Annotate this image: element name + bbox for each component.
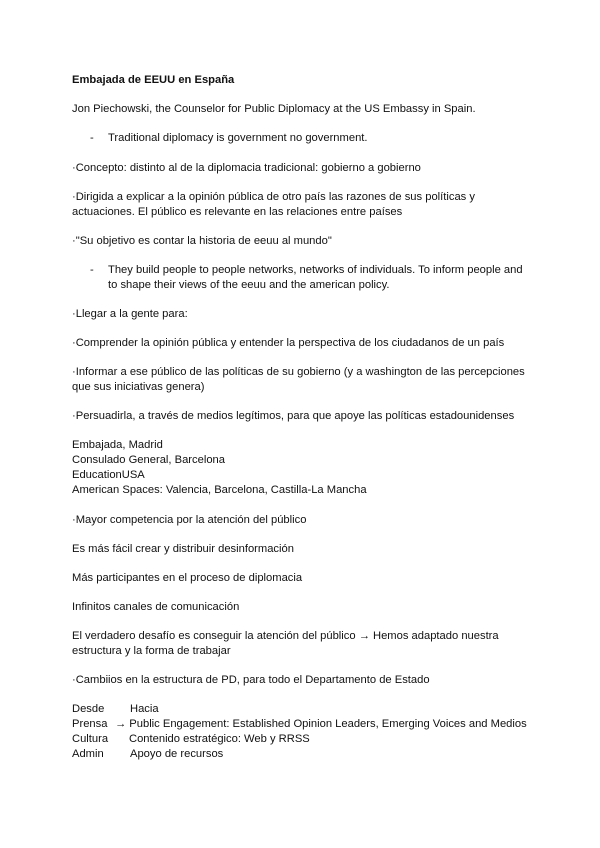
table-row-desde: Prensa [72, 718, 108, 730]
paragraph-informar-line: ·Informar a ese público de las políticas de su gobierno (y a washington de las percepciones [72, 366, 525, 378]
paragraph-cambios: ·Cambiios en la estructura de PD, para todo el Departamento de Estado [72, 674, 430, 686]
page-title: Embajada de EEUU en España [72, 74, 235, 86]
paragraph-llegar: ·Llegar a la gente para: [72, 308, 188, 320]
location-line: Embajada, Madrid [72, 439, 163, 451]
bullet-dash: - [90, 264, 94, 276]
table-row-desde: Admin [72, 748, 104, 760]
paragraph-informar-line: que sus iniciativas genera) [72, 381, 205, 393]
location-line: American Spaces: Valencia, Barcelona, Castilla-La Mancha [72, 484, 367, 496]
paragraph-objetivo: ·"Su objetivo es contar la historia de eeuu al mundo" [72, 235, 332, 247]
location-line: EducationUSA [72, 469, 145, 481]
paragraph-dirigida-line: actuaciones. El público es relevante en las relaciones entre países [72, 206, 403, 218]
paragraph-dirigida-line: ·Dirigida a explicar a la opinión pública de otro país las razones de sus políticas y [72, 191, 475, 203]
paragraph-facil: Es más fácil crear y distribuir desinformación [72, 543, 294, 555]
bullet-item-line: They build people to people networks, networks of individuals. To inform people and [108, 264, 523, 276]
paragraph-participantes: Más participantes en el proceso de diplomacia [72, 572, 303, 584]
paragraph-persuadirla: ·Persuadirla, a través de medios legítimos, para que apoye las políticas estadounidenses [72, 410, 515, 422]
paragraph-desafio-line: El verdadero desafío es conseguir la atención del público → Hemos adaptado nuestra [72, 630, 499, 642]
paragraph-concepto: ·Concepto: distinto al de la diplomacia tradicional: gobierno a gobierno [72, 162, 421, 174]
table-row-hacia: → Public Engagement: Established Opinion Leaders, Emerging Voices and Medios [115, 718, 527, 730]
intro-line: Jon Piechowski, the Counselor for Public Diplomacy at the US Embassy in Spain. [72, 103, 476, 115]
bullet-dash: - [90, 132, 94, 144]
table-row-hacia: Apoyo de recursos [130, 748, 224, 760]
bullet-item: Traditional diplomacy is government no government. [108, 132, 368, 144]
table-header-hacia: Hacia [130, 703, 159, 715]
bullet-item-line: to shape their views of the eeuu and the american policy. [108, 279, 390, 291]
paragraph-comprender: ·Comprender la opinión pública y entender la perspectiva de los ciudadanos de un país [72, 337, 505, 349]
paragraph-desafio-line: estructura y la forma de trabajar [72, 645, 231, 657]
table-row-hacia: Contenido estratégico: Web y RRSS [129, 733, 310, 745]
table-row-desde: Cultura [72, 733, 109, 745]
location-line: Consulado General, Barcelona [72, 454, 225, 466]
paragraph-canales: Infinitos canales de comunicación [72, 601, 240, 613]
table-header-desde: Desde [72, 703, 105, 715]
paragraph-mayor: ·Mayor competencia por la atención del público [72, 514, 307, 526]
